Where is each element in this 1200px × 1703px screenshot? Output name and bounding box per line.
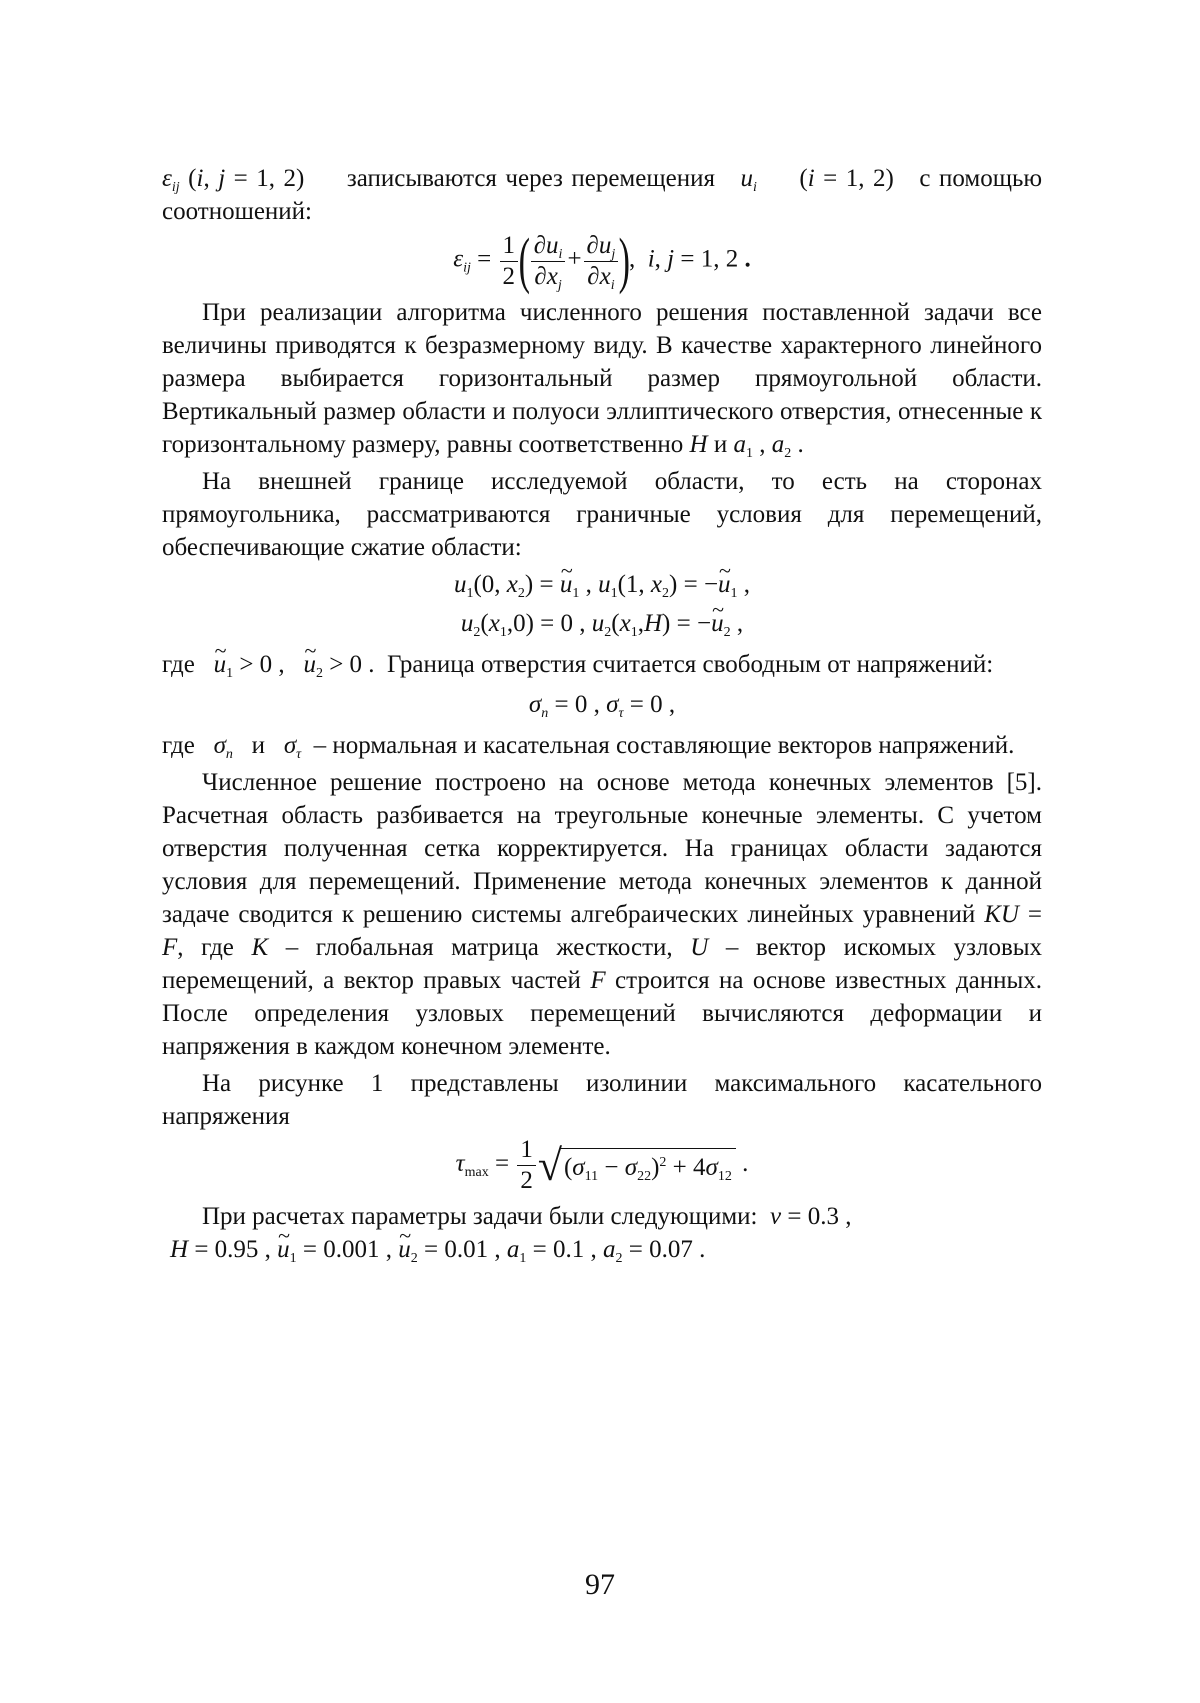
intro-paragraph: $\varepsilon_{ij}$ (i, j = 1, 2) записываются через перемещения $u_i$ (i = 1, 2) с помощью соотношений: bbox=[162, 165, 1043, 225]
text-fragment: На рисунке 1 представлены изолинии максимального касательного напряжения bbox=[162, 1070, 1042, 1130]
formula-inline: $\varepsilon_{ij}$ (i, j = 1, 2) bbox=[162, 165, 305, 195]
text-fragment: При реализации алгоритма численного решения поставленной задачи все величины приводятся к безразмерному виду. В качестве характерного линейного размера выбирается горизонтальный размер прямоугольной области. Вертикальный размер области и полуоси эллиптического отверстия, отнесенные к горизонтальному размеру, равны соответственно bbox=[162, 299, 1042, 458]
paragraph-2 bbox=[162, 465, 1042, 564]
equation-boundary-1: $u_1(0$, $x_2$) = ~ $u_1$ , $u_1(1$, $x_2$) = −~ $u_1$ , bbox=[162, 568, 1042, 601]
text-fragment: где bbox=[162, 651, 195, 678]
parameters-line: H = 0.95 , ~ $u_1 = 0.001$ , ~ $u_2 = 0.01$ , $a_1 = 0.1$ , $a_2 = 0.07$ . bbox=[162, 1233, 1042, 1266]
text-fragment: строится на основе известных данных. После определения узловых перемещений вычисляются деформации и напряжения в каждом конечном элементе. bbox=[162, 967, 1043, 1060]
paragraph-7: При расчетах параметры задачи были следующими: ν = 0.3 , bbox=[202, 1203, 852, 1230]
paragraph-3: где ~ $u_1 > 0$ , ~ $u_2 > 0$ . Граница отверстия считается свободным от напряжений: bbox=[162, 646, 1042, 684]
paragraph-1: При реализации алгоритма численного решения поставленной задачи все величины приводятся к безразмерному виду. В качестве характерного линейного размера выбирается горизонтальный размер прямоугольной области. Вертикальный размер области и полуоси эллиптического отверстия, отнесенные к горизонтальному размеру, равны соответственно H и $a_1$ , $a_2$ . bbox=[162, 299, 1042, 461]
text-fragment: , где bbox=[177, 934, 234, 961]
equation-stress-free: $\sigma_n = 0$ , $\sigma_\tau = 0$ , bbox=[528, 691, 676, 721]
text-fragment: – глобальная матрица жесткости, bbox=[285, 934, 673, 961]
paragraph-5: Численное решение построено на основе метода конечных элементов [5]. Расчетная область разбивается на треугольные конечные элементы. С учетом отверстия полученная сетка корректируется. На границах области задаются условия для перемещений. Применение метода конечных элементов к данной задаче сводится к решению системы алгебраических линейных уравнений KU = F, где K – глобальная матрица жесткости, U – вектор искомых узловых перемещений, а вектор правых частей F строится на основе известных данных. После определения узловых перемещений вычисляются деформации и напряжения в каждом конечном элементе. bbox=[162, 769, 1043, 1060]
page-body bbox=[162, 162, 1042, 1266]
paragraph-6 bbox=[162, 1067, 1042, 1133]
text-fragment: При расчетах параметры задачи были следующими: bbox=[202, 1203, 758, 1230]
formula-inline: $u_i$ bbox=[740, 165, 757, 195]
text-fragment: Численное решение построено на основе метода конечных элементов [5]. Расчетная область разбивается на треугольные конечные элементы. С учетом отверстия полученная сетка корректируется. На границах области задаются условия для перемещений. Применение метода конечных элементов к данной задаче сводится к решению системы алгебраических линейных уравнений bbox=[162, 769, 1042, 928]
text-fragment: записываются через перемещения bbox=[346, 165, 715, 192]
equation-boundary-2: $u_2(x_1,0) = 0$ , $u_2(x_1,H)$ = −~ $u_2$ , bbox=[162, 607, 1042, 640]
equation-tau-max: $\tau_{max}$ = $\frac{1}{2}$ $√(\sigma_{11} - \sigma_{22})^2 + 4\sigma_{12}$ . bbox=[455, 1136, 749, 1194]
text-fragment: с помощью соотношений: bbox=[162, 165, 1043, 225]
equation-strain: $\varepsilon_{ij}$ = $\frac{1}{2}$ ( $\frac{\partial u_i}{\partial x_j}$ + $\frac{\partial u_j}{\partial x_i}$ ), i, j = 1, 2 . bbox=[453, 227, 751, 295]
text-fragment: Граница отверстия считается свободным от напряжений: bbox=[387, 651, 994, 678]
paragraph-4: где $\sigma_n$ и $\sigma_\tau$ – нормальная и касательная составляющие векторов напряжений. bbox=[162, 732, 1015, 762]
text-fragment: – вектор искомых узловых перемещений, а вектор правых частей bbox=[162, 934, 1043, 994]
page-number: 97 bbox=[585, 1568, 615, 1601]
text-fragment: На внешней границе исследуемой области, то есть на сторонах прямоугольника, рассматриваются граничные условия для перемещений, обеспечивающие сжатие области: bbox=[162, 468, 1042, 561]
text-fragment: – нормальная и касательная составляющие векторов напряжений. bbox=[313, 732, 1015, 759]
